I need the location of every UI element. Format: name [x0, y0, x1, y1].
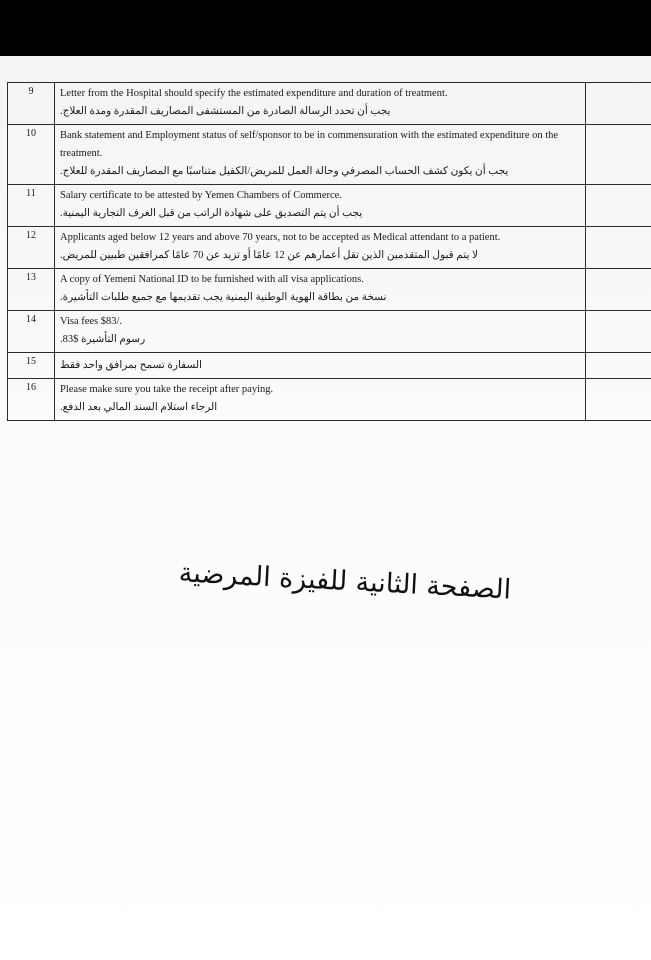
- table-row: [8, 83, 651, 125]
- row-text: [55, 269, 586, 311]
- english-text: Applicants aged below 12 years and above 70 years, not to be accepted as Medical attendant to a patient.: [60, 232, 501, 243]
- english-text: Please make sure you take the receipt after paying.: [60, 384, 274, 395]
- arabic-text: نسخة من بطاقة الهوية الوطنية اليمنية يجب تقديمها مع جميع طلبات التأشيرة.: [60, 292, 387, 303]
- english-text: Letter from the Hospital should specify the estimated expenditure and duration of treatment.: [60, 88, 448, 99]
- blank-cell: [586, 353, 651, 379]
- row-number: 12: [8, 227, 55, 269]
- row-number: 11: [8, 185, 55, 227]
- arabic-text: رسوم التأشيرة $83.: [60, 334, 146, 345]
- handwritten-caption: الصفحة الثانية للفيزة المرضية: [178, 557, 512, 606]
- row-number: 10: [8, 125, 55, 185]
- table-row: [8, 379, 651, 421]
- row-text: [55, 353, 586, 379]
- blank-cell: [586, 269, 651, 311]
- row-text: [55, 379, 586, 421]
- row-text: [55, 125, 586, 185]
- arabic-text: يجب أن يتم التصديق على شهادة الراتب من قبل الغرف التجارية اليمنية.: [60, 208, 363, 219]
- table-row: [8, 185, 651, 227]
- table-row: [8, 311, 651, 353]
- table-row: [8, 227, 651, 269]
- english-text: Visa fees $83/.: [60, 316, 123, 327]
- requirements-table: [7, 82, 651, 421]
- top-black-bar: [0, 0, 651, 56]
- english-text: Salary certificate to be attested by Yemen Chambers of Commerce.: [60, 190, 342, 201]
- blank-cell: [586, 125, 651, 185]
- table-row: [8, 125, 651, 185]
- english-text: Bank statement and Employment status of self/sponsor to be in commensuration with the estimated expenditure on the treatment.: [60, 130, 559, 159]
- row-text: [55, 83, 586, 125]
- row-number: 15: [8, 353, 55, 379]
- row-number: 14: [8, 311, 55, 353]
- arabic-text: السفارة تسمح بمرافق واحد فقط: [60, 360, 202, 371]
- table-row: [8, 353, 651, 379]
- blank-cell: [586, 379, 651, 421]
- arabic-text: الرجاء استلام السند المالي بعد الدفع.: [60, 402, 218, 413]
- row-text: [55, 227, 586, 269]
- arabic-text: يجب أن تحدد الرسالة الصادرة من المستشفى المصاريف المقدرة ومدة العلاج.: [60, 106, 391, 117]
- row-number: 16: [8, 379, 55, 421]
- table-row: [8, 269, 651, 311]
- blank-cell: [586, 227, 651, 269]
- row-text: [55, 311, 586, 353]
- row-number: 9: [8, 83, 55, 125]
- row-number: 13: [8, 269, 55, 311]
- arabic-text: لا يتم قبول المتقدمين الذين تقل أعمارهم عن 12 عامًا أو تزيد عن 70 عامًا كمرافقين طبيين للمريض.: [60, 250, 478, 261]
- arabic-text: يجب أن يكون كشف الحساب المصرفي وحالة العمل للمريض/الكفيل متناسبًا مع المصاريف المقدرة للعلاج.: [60, 166, 509, 177]
- blank-cell: [586, 83, 651, 125]
- row-text: [55, 185, 586, 227]
- english-text: A copy of Yemeni National ID to be furnished with all visa applications.: [60, 274, 364, 285]
- blank-cell: [586, 311, 651, 353]
- blank-cell: [586, 185, 651, 227]
